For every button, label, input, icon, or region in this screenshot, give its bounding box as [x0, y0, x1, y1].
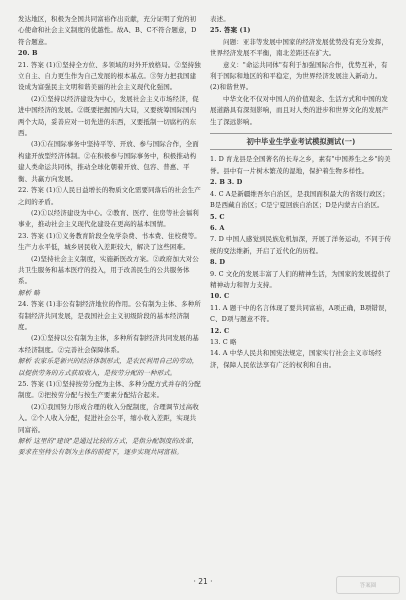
- answer-paragraph: 2. B 3. D: [210, 178, 243, 187]
- answer-paragraph: 24. 答案 (1)非公有制经济地位的作用。公有制为主体、多种所有制经济共同发展，是我国社会主义初级阶段的基本经济制度。: [18, 300, 201, 331]
- answer-paragraph: (2)①我国努力形成合理的收入分配制度，合理调节过高收入。②个人收入分配，促进社会公平，缩小收入差距，实现共同富裕。: [18, 402, 199, 434]
- answer-paragraph: 意义："命运共同体"有利于加强国际合作，优势互补，有利于国际和地区的和平稳定，为世界经济发展注入新动力。: [210, 60, 388, 81]
- answer-paragraph: 问题：亚非等发展中国家的经济发展优势没有充分发挥，世界经济发展不平衡，南北差距还在扩大。: [210, 37, 388, 58]
- answer-paragraph: 23. 答案 (1)①义务教育阶段全免学杂费、书本费、住校费等。生产力水平低，城乡居民收入差距较大，解决了这些困难。: [18, 231, 201, 252]
- answer-paragraph: 6. A: [210, 223, 225, 232]
- answer-paragraph: 14. A 中华人民共和国宪法规定，国家实行社会主义市场经济，保障人民依法享有广泛的权利和自由。: [210, 349, 382, 369]
- answer-paragraph: (2)①坚持以经济建设为中心，发展社会主义市场经济，促进中国经济的发展。②既要把握国内大局，又要统筹国际国内两个大局，妥善应对一切先进的东西，又要抵制一切腐朽的东西。: [18, 94, 199, 138]
- answer-paragraph: (2)①坚持以公有制为主体，多种所有制经济共同发展的基本经济制度。②完善社会保障体系。: [18, 334, 199, 354]
- analysis-paragraph: 解析 农家乐是新兴的经济体制形式，是农民利用自己的劳动，以提供劳务的方式获取收入，是按劳分配的一种形式。: [18, 357, 199, 377]
- answer-paragraph: 9. C 文化的发展丰富了人们的精神生活，为国家的发展提供了精神动力和智力支持。: [210, 269, 391, 289]
- answer-paragraph: 22. 答案 (1)①人民日益增长的物质文化需要同落后的社会生产之间的矛盾。: [18, 186, 201, 206]
- answer-paragraph: 中华文化不仅对中国人的价值观念、生活方式和中国的发展道路具有深刻影响，而且对人类的进步和世界文化的发展产生了深远影响。: [210, 94, 389, 126]
- answer-paragraph: 8. D: [210, 258, 226, 267]
- answer-paragraph: 12. C: [210, 326, 230, 335]
- answer-paragraph: 5. C: [210, 212, 225, 221]
- answer-paragraph: 7. D 中国人感觉到民族危机加深，开展了洋务运动，不同于传统的变法维新，开启了近代化的历程。: [210, 235, 392, 255]
- answer-paragraph: 25. 答案 (1)①坚持按劳分配为主体、多种分配方式并存的分配制度。②把按劳分配与按生产要素分配结合起来。: [18, 380, 201, 400]
- answer-paragraph: 13. C 略: [210, 337, 237, 346]
- answer-paragraph: 4. C A是新疆维吾尔自治区，是我国面积最大的省级行政区；B是西藏自治区；C是宁夏回族自治区；D是内蒙古自治区。: [210, 189, 390, 210]
- section-title: 初中毕业生学业考试模拟测试(一): [210, 133, 392, 150]
- analysis-paragraph: 解析 略: [18, 288, 40, 297]
- answer-paragraph: 发达地区，积极为全国共同富裕作出贡献，充分证明了党的初心使命和社会主义制度的优越性。故A、B、C不符合题意，D符合题意。: [18, 15, 197, 46]
- answer-paragraph: 11. A 题干中的名言体现了要共同富裕，A项正确，B项错误，C、D项与题意不符。: [210, 303, 392, 324]
- page-number: · 21 ·: [193, 577, 213, 586]
- answer-paragraph: 21. 答案 (1)①坚持全方位、多领域的对外开放格局。②坚持独立自主、自力更生作为自己发展的根本基点。③努力把我国建设成为富强民主文明和谐美丽的社会主义现代化强国。: [18, 60, 201, 92]
- left-column: [18, 14, 202, 459]
- watermark-logo: 答案圈: [336, 576, 400, 594]
- analysis-paragraph: 解析 这里的"建设"是通过比较的方式，是指分配制度的改革，要求在坚持公有制为主体的前提下，逐步实现共同富裕。: [18, 437, 198, 457]
- answer-paragraph: (2)①以经济建设为中心。②教育、医疗、住房等社会福利事业，推动社会主义现代化建设在更高的基本国情。: [18, 208, 199, 229]
- answer-paragraph: (2)坚持社会主义制度，实施新医改方案。②政府加大对公共卫生服务和基本医疗的投入，用于改善民生的公共服务体系。: [18, 254, 199, 286]
- answer-paragraph: 10. C: [210, 292, 230, 301]
- answer-paragraph: 1. D 育龙县是全国著名的长寿之乡，素有"中国养生之乡"的美誉。县中有一片树木繁茂的湿地，保护着生物多样性。: [210, 155, 391, 175]
- answer-paragraph: (2)和谐世界。: [210, 83, 253, 92]
- right-column: [210, 14, 392, 371]
- answer-paragraph: 表述。: [210, 15, 230, 23]
- answer-paragraph: 20. B: [18, 49, 38, 58]
- answer-paragraph: (3)①在国际事务中坚持平等、开放、参与国际合作，全面构建开放型经济体制。②在积极参与国际事务中，积极推动构建人类命运共同体，推动全球化朝着开放、包容、普惠、平衡、共赢方向发展。: [18, 140, 199, 183]
- answer-paragraph: 25. 答案 (1): [210, 26, 251, 35]
